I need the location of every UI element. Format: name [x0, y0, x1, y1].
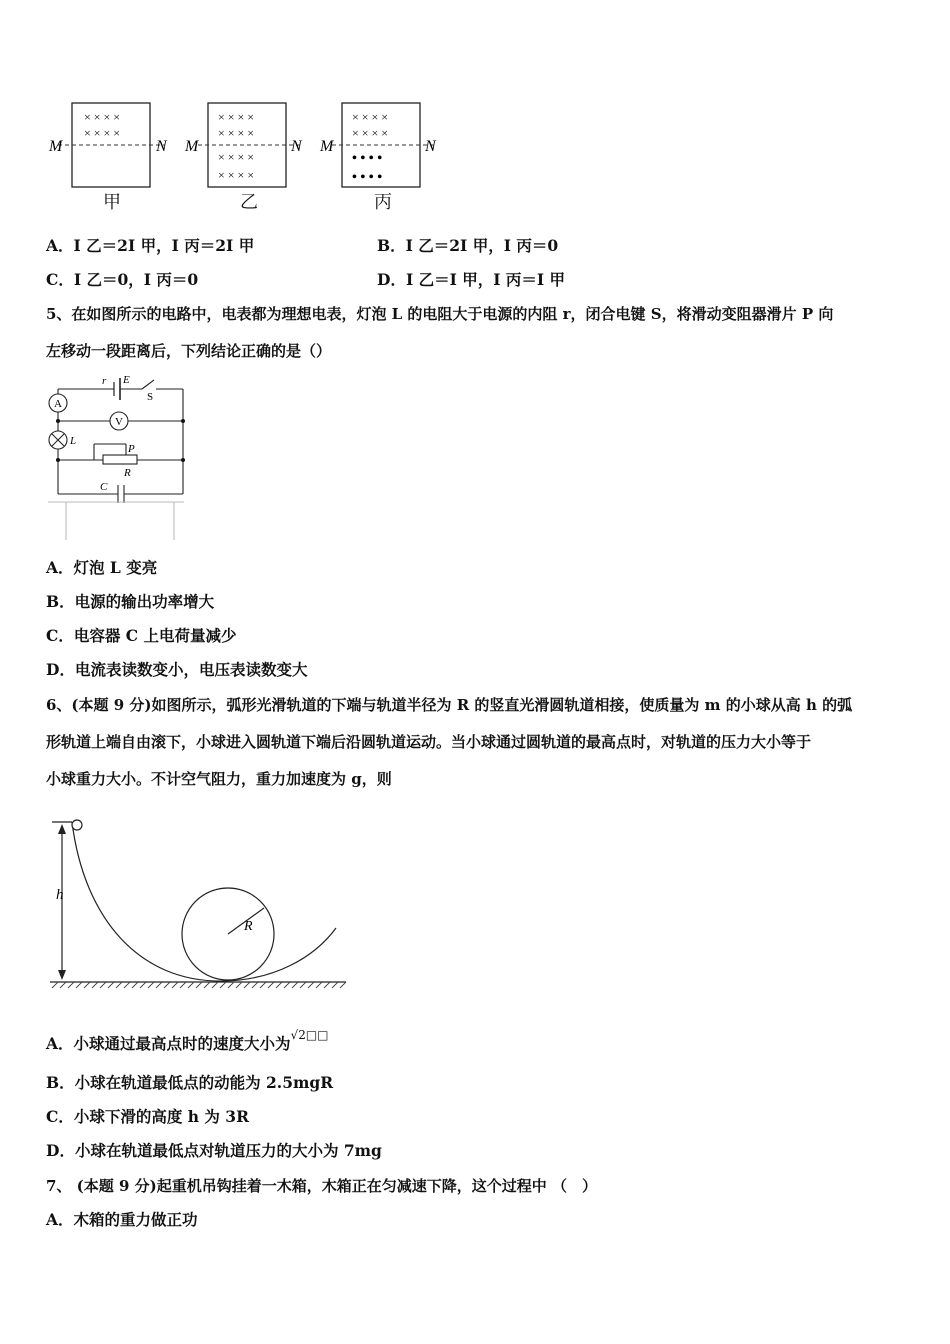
label-P: P — [128, 443, 135, 455]
figure-label-bing: 丙 — [374, 192, 392, 213]
figure-label-jia: 甲 — [103, 192, 121, 213]
q6-option-b: B．小球在轨道最低点的动能为 2.5mgR — [46, 1073, 334, 1092]
n-label: N — [425, 138, 436, 155]
q5-option-a: A．灯泡 L 变亮 — [46, 558, 158, 577]
field-row: × × × × — [84, 110, 121, 124]
formula-image: √2□□ — [290, 1028, 329, 1042]
q5-option-d: D．电流表读数变小，电压表读数变大 — [46, 660, 308, 679]
label-C: C — [100, 481, 108, 493]
q5-circuit — [44, 372, 194, 542]
field-row: × × × × — [218, 168, 255, 182]
label-R: R — [124, 467, 131, 479]
q5-stem-line2: 左移动一段距离后，下列结论正确的是（） — [46, 342, 332, 360]
q4-option-d: D．I 乙＝I 甲，I 丙＝I 甲 — [377, 270, 566, 289]
label-V: V — [115, 416, 123, 428]
m-label: M — [185, 138, 199, 155]
q7-option-a: A．木箱的重力做正功 — [46, 1210, 198, 1229]
q6-stem-line1: 6、(本题 9 分)如图所示，弧形光滑轨道的下端与轨道半径为 R 的竖直光滑圆轨道相接，使质量为 m 的小球从高 h 的弧 — [46, 696, 853, 714]
q6-figure — [44, 808, 354, 1003]
field-row: × × × × — [218, 150, 255, 164]
q5-option-c: C．电容器 C 上电荷量减少 — [46, 626, 237, 645]
n-label: N — [156, 138, 167, 155]
q6-option-d: D．小球在轨道最低点对轨道压力的大小为 7mg — [46, 1141, 382, 1160]
field-row: × × × × — [352, 110, 389, 124]
figure-label-yi: 乙 — [240, 192, 258, 213]
field-row: × × × × — [218, 110, 255, 124]
field-row: × × × × — [352, 126, 389, 140]
loop-track-diagram — [44, 808, 354, 1003]
label-L: L — [70, 435, 77, 447]
label-S: S — [147, 391, 154, 403]
q6-option-a: A．小球通过最高点时的速度大小为$^{√2□□}$ — [46, 1028, 329, 1053]
field-row: × × × × — [218, 126, 255, 140]
q4-option-a: A．I 乙＝2I 甲，I 丙＝2I 甲 — [46, 236, 255, 255]
n-label: N — [291, 138, 302, 155]
label-R: R — [244, 919, 253, 934]
q4-option-c: C．I 乙＝0，I 丙＝0 — [46, 270, 199, 289]
figure-bing — [319, 103, 437, 187]
q6-stem-line3: 小球重力大小。不计空气阻力，重力加速度为 g，则 — [46, 770, 392, 788]
q6-option-c: C．小球下滑的高度 h 为 3R — [46, 1107, 249, 1126]
q5-stem-line1: 5、在如图所示的电路中，电表都为理想电表，灯泡 L 的电阻大于电源的内阻 r，闭合电键 S，将滑动变阻器滑片 P 向 — [46, 305, 834, 323]
m-label: M — [49, 138, 63, 155]
figure-jia — [48, 103, 168, 187]
label-r: r — [102, 375, 107, 387]
field-row: • • • • — [352, 170, 383, 185]
field-row: × × × × — [84, 126, 121, 140]
label-h: h — [56, 887, 64, 903]
circuit-diagram — [44, 372, 194, 542]
figure-yi — [184, 103, 303, 187]
q7-stem: 7、 (本题 9 分)起重机吊钩挂着一木箱，木箱正在匀减速下降，这个过程中 （ ） — [46, 1177, 597, 1195]
label-E: E — [123, 374, 130, 386]
q6-stem-line2: 形轨道上端自由滚下，小球进入圆轨道下端后沿圆轨道运动。当小球通过圆轨道的最高点时，对轨道的压力大小等于 — [46, 733, 812, 751]
q4-option-b: B．I 乙＝2I 甲，I 丙＝0 — [377, 236, 559, 255]
m-label: M — [320, 138, 334, 155]
field-row: • • • • — [352, 151, 383, 166]
q5-option-b: B．电源的输出功率增大 — [46, 592, 215, 611]
label-A: A — [54, 398, 62, 410]
